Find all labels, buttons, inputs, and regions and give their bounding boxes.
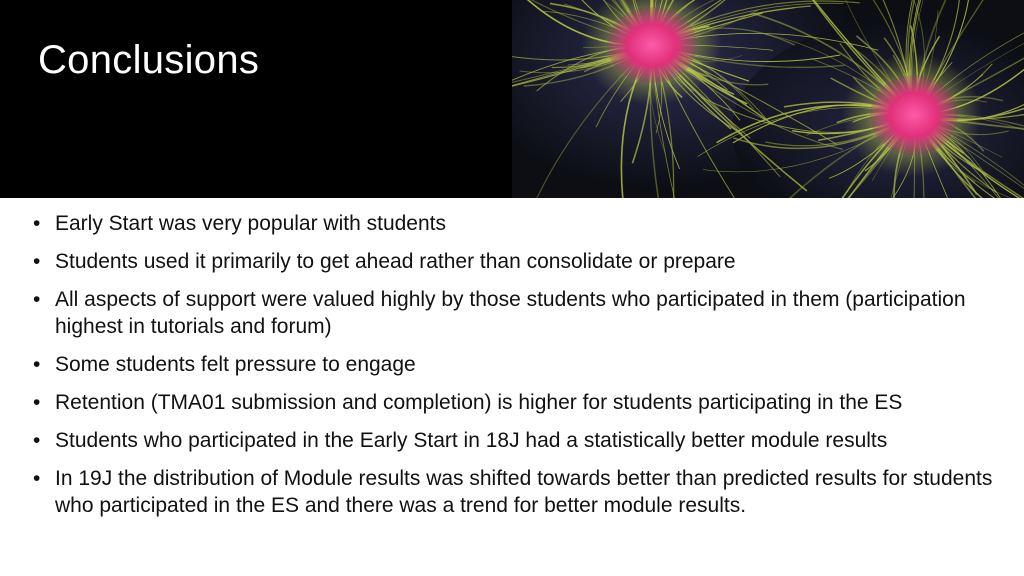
bullet-item: • Students used it primarily to get ahead rather than consolidate or prepare bbox=[33, 248, 1013, 275]
bullet-item: • Retention (TMA01 submission and completion) is higher for students participating in the ES bbox=[33, 389, 1013, 416]
bullet-item: • Students who participated in the Early Start in 18J had a statistically better module results bbox=[33, 427, 1013, 454]
nucleus-left bbox=[607, 7, 697, 83]
bullet-item: • Some students felt pressure to engage bbox=[33, 351, 1013, 378]
bullet-item: • Early Start was very popular with students bbox=[33, 210, 1013, 237]
cells-image bbox=[512, 0, 1024, 198]
conclusions-list bbox=[33, 210, 1013, 530]
title-panel bbox=[0, 0, 512, 198]
nucleus-right bbox=[870, 75, 958, 155]
bullet-item: • In 19J the distribution of Module results was shifted towards better than predicted results for students who participated in the ES and there was a trend for better module results. bbox=[33, 465, 1013, 519]
cells-illustration bbox=[512, 0, 1024, 198]
bullet-item: • All aspects of support were valued highly by those students who participated in them (participation highest in tutorials and forum) bbox=[33, 286, 1013, 340]
slide-title: Conclusions bbox=[38, 38, 260, 82]
